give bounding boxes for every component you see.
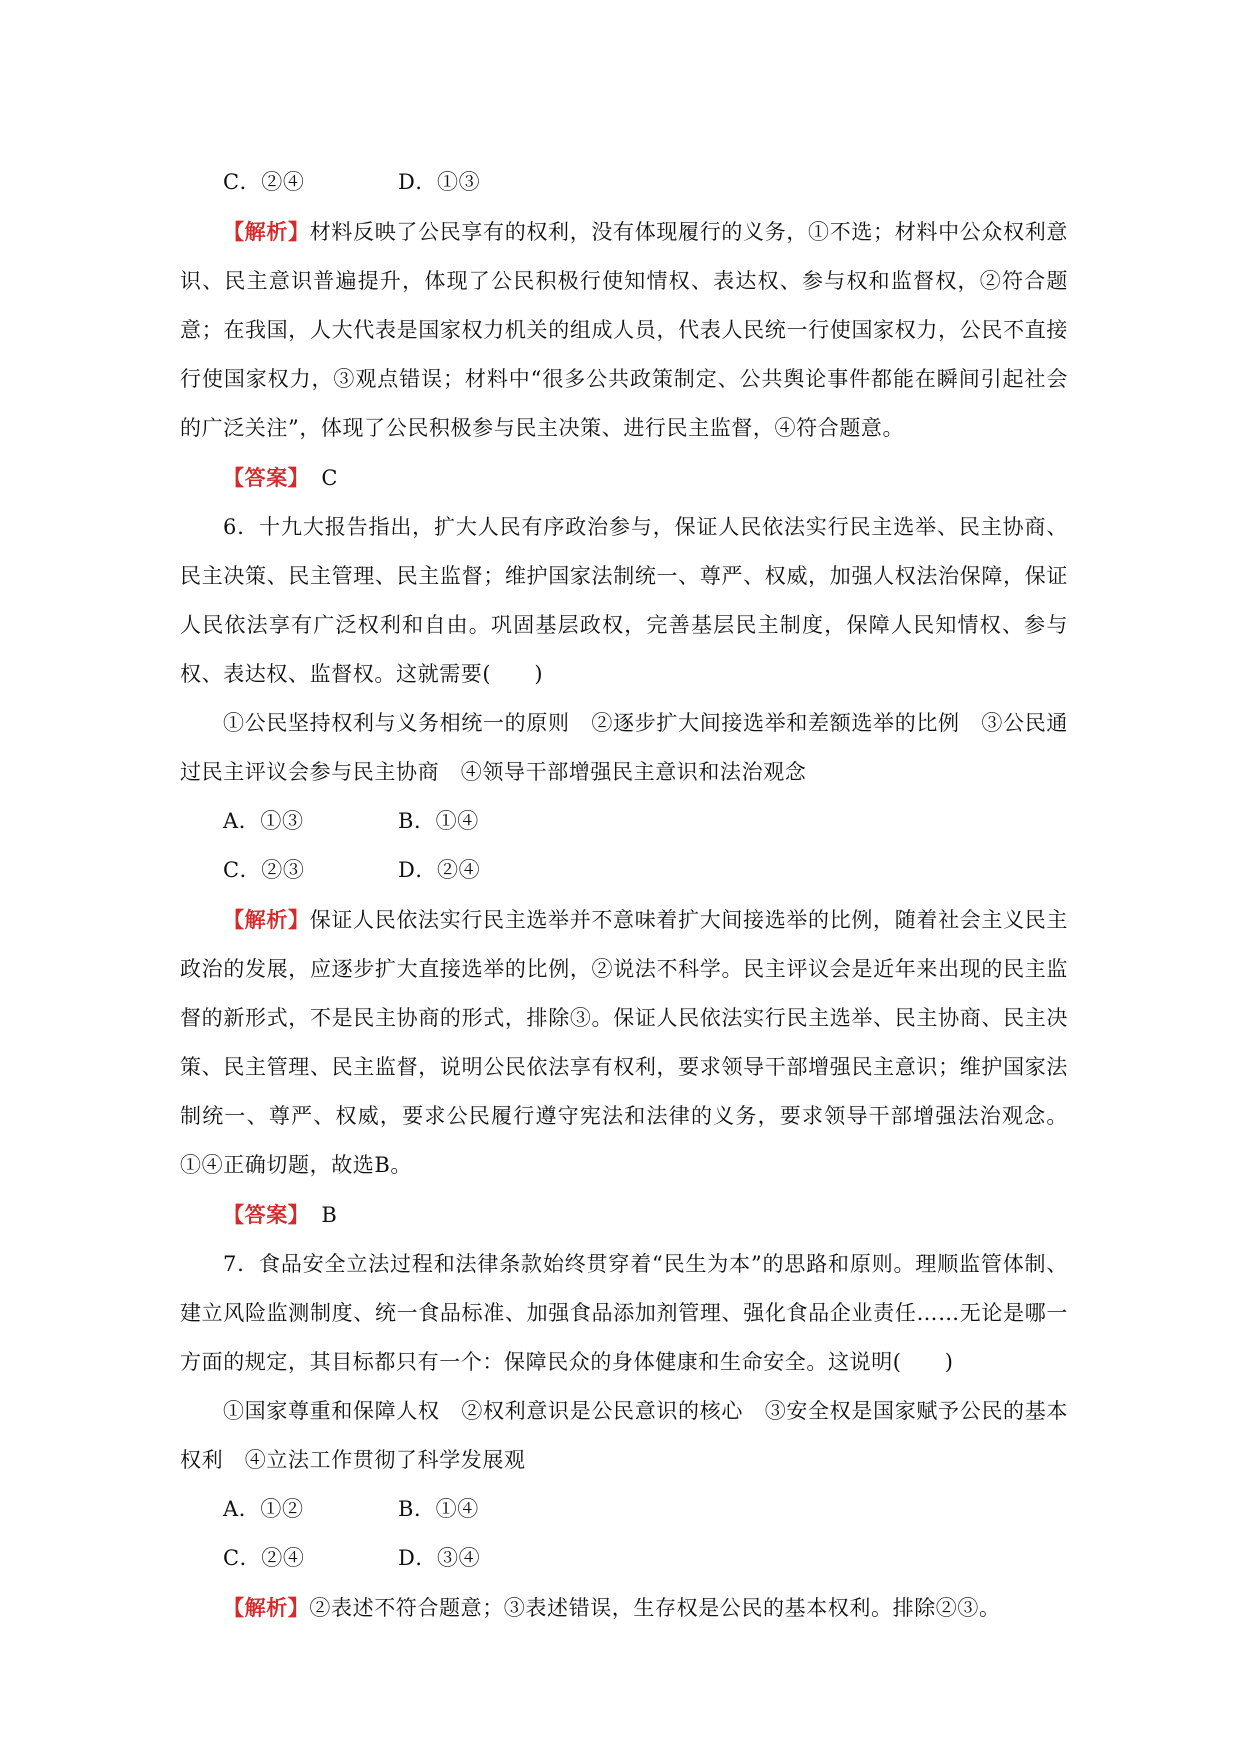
analysis-tag: 【解析】 <box>223 1595 310 1620</box>
answer-options <box>180 158 1068 207</box>
option-c: C．②③ <box>223 858 305 882</box>
analysis-tag: 【解析】 <box>223 907 310 932</box>
answer-line <box>180 1190 1068 1240</box>
answer-line <box>180 453 1068 503</box>
analysis-text: 材料反映了公民享有的权利，没有体现履行的义务，①不选；材料中公众权利意识、民主意识普遍提升，体现了公民积极行使知情权、表达权、参与权和监督权，②符合题意；在我国，人大代表是国家权力机关的组成人员，代表人民统一行使国家权力，公民不直接行使国家权力，③观点错误；材料中“很多公共政策制定、公共舆论事件都能在瞬间引起社会的广泛关注”，体现了公民积极参与民主决策、进行民主监督，④符合题意。 <box>180 220 1069 440</box>
analysis-tag: 【解析】 <box>223 219 310 244</box>
answer-options <box>180 1485 1068 1534</box>
analysis-text: 保证人民依法实行民主选举并不意味着扩大间接选举的比例，随着社会主义民主政治的发展，应逐步扩大直接选举的比例，②说法不科学。民主评议会是近年来出现的民主监督的新形式，不是民主协商的形式，排除③。保证人民依法实行民主选举、民主协商、民主决策、民主管理、民主监督，说明公民依法享有权利，要求领导干部增强民主意识；维护国家法制统一、尊严、权威，要求公民履行遵守宪法和法律的义务，要求领导干部增强法治观念。①④正确切题，故选B。 <box>180 908 1069 1177</box>
option-d: D．②④ <box>398 858 481 882</box>
answer-tag: 【答案】 <box>223 465 310 490</box>
option-b: B．①④ <box>398 1497 479 1521</box>
option-c: C．②④ <box>223 170 305 194</box>
document-body <box>180 158 1068 1633</box>
answer-value: C <box>321 466 339 490</box>
analysis-paragraph <box>180 207 1068 453</box>
answer-options <box>180 846 1068 895</box>
option-c: C．②④ <box>223 1546 305 1570</box>
option-a: A．①③ <box>223 809 304 833</box>
answer-value: B <box>321 1203 338 1227</box>
option-a: A．①② <box>223 1497 304 1521</box>
analysis-paragraph <box>180 895 1068 1190</box>
analysis-text: ②表述不符合题意；③表述错误，生存权是公民的基本权利。排除②③。 <box>309 1596 1001 1620</box>
answer-options <box>180 797 1068 846</box>
question-7: 7．食品安全立法过程和法律条款始终贯穿着“民生为本”的思路和原则。理顺监管体制、建立风险监测制度、统一食品标准、加强食品添加剂管理、强化食品企业责任……无论是哪一方面的规定，其目标都只有一个：保障民众的身体健康和生命安全。这说明( ) <box>180 1252 1068 1374</box>
answer-options <box>180 1534 1068 1583</box>
question-7-statements: ①国家尊重和保障人权 ②权利意识是公民意识的核心 ③安全权是国家赋予公民的基本权利 ④立法工作贯彻了科学发展观 <box>180 1399 1068 1472</box>
answer-tag: 【答案】 <box>223 1202 310 1227</box>
question-6-statements: ①公民坚持权利与义务相统一的原则 ②逐步扩大间接选举和差额选举的比例 ③公民通过民主评议会参与民主协商 ④领导干部增强民主意识和法治观念 <box>180 711 1068 784</box>
question-6: 6．十九大报告指出，扩大人民有序政治参与，保证人民依法实行民主选举、民主协商、民主决策、民主管理、民主监督；维护国家法制统一、尊严、权威，加强人权法治保障，保证人民依法享有广泛权利和自由。巩固基层政权，完善基层民主制度，保障人民知情权、参与权、表达权、监督权。这就需要( ) <box>180 515 1068 686</box>
analysis-paragraph <box>180 1583 1068 1633</box>
option-d: D．③④ <box>398 1546 481 1570</box>
option-b: B．①④ <box>398 809 479 833</box>
option-d: D．①③ <box>398 170 481 194</box>
